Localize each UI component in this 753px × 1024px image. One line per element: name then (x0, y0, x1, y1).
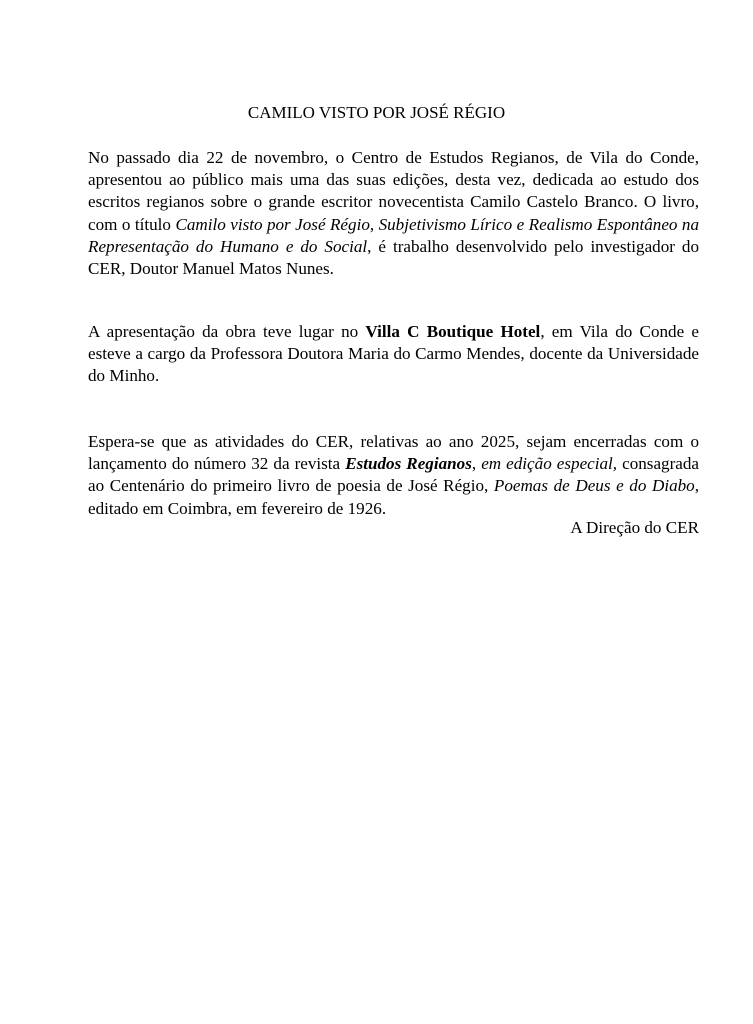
paragraph2-text-a: A apresentação da obra teve lugar no (88, 322, 366, 341)
venue-name: Villa C Boutique Hotel (365, 322, 541, 341)
book-title: Camilo visto por José Régio, Subjetivismo Lírico e Realismo Espontâneo na Representação do Humano e do Social (88, 214, 700, 256)
paragraph2-text-b: , em Vila do Conde e esteve a cargo da Professora Doutora Maria do Carmo Mendes, docente da Universidade do Minho. (88, 322, 699, 386)
paragraph-book-presentation (88, 147, 699, 280)
page-title: CAMILO VISTO POR JOSÉ RÉGIO (247, 103, 506, 122)
paragraph3-text-d: , editado em Coimbra, em fevereiro de 1926. (88, 476, 699, 518)
paragraph-upcoming-activities (88, 431, 699, 520)
paragraph1-text-b: , é trabalho desenvolvido pelo investigador do CER, Doutor Manuel Matos Nunes. (88, 236, 699, 279)
journal-name: Estudos Regianos (345, 454, 472, 474)
paragraph3-text-b: , (471, 454, 482, 474)
paragraph1-text-a: No passado dia 22 de novembro, o Centro de Estudos Regianos, de Vila do Conde, apresentou ao público mais uma das suas edições, desta vez, dedicada ao estudo dos escritos regianos sobre o grande escritor novecentista Camilo Castelo Branco. O livro, com o título (88, 148, 699, 234)
paragraph3-text-a: Espera-se que as atividades do CER, relativas ao ano 2025, sejam encerradas com o lançamento do número 32 da revista (88, 432, 699, 474)
paragraph3-text-c: consagrada ao Centenário do primeiro livro de poesia de José Régio, (88, 454, 700, 496)
signature: A Direção do CER (570, 518, 699, 537)
poem-book-title: Poemas de Deus e do Diabo (493, 476, 695, 496)
paragraph-presentation-venue (88, 321, 699, 388)
edition-note: em edição especial, (481, 454, 618, 474)
